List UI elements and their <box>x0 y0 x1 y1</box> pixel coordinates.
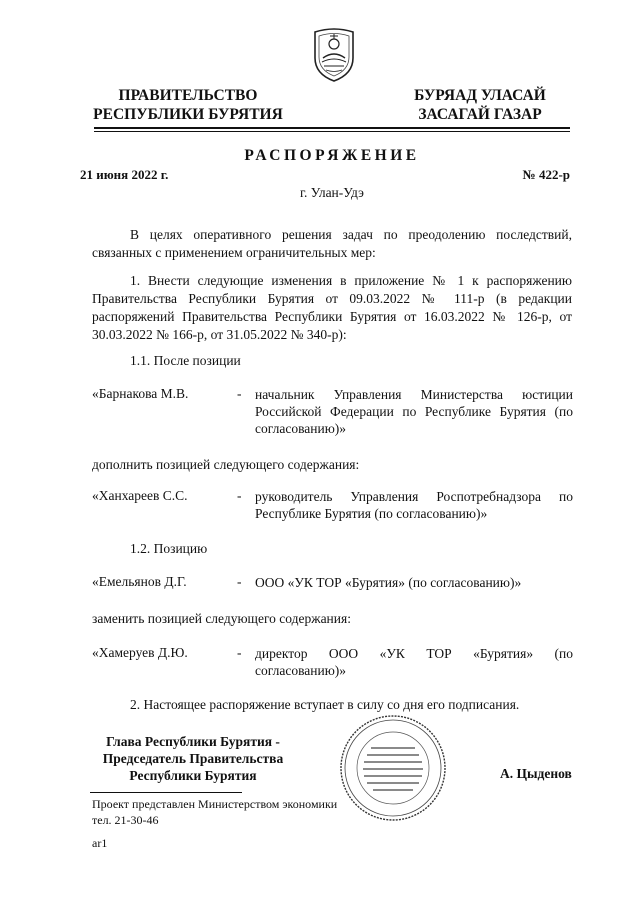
add-paragraph: дополнить позицией следующего содержания: <box>92 457 360 472</box>
signature-title-line3: Республики Бурятия <box>129 768 257 783</box>
signature-title <box>78 733 308 784</box>
position-d-name: «Хамеруев Д.Ю. <box>92 645 188 660</box>
replace-paragraph: заменить позицией следующего содержания: <box>92 611 351 626</box>
footer-divider <box>90 792 242 793</box>
position-b-name: «Ханхареев С.С. <box>92 488 188 503</box>
signature-title-line2: Председатель Правительства <box>102 751 284 766</box>
document-title: РАСПОРЯЖЕНИЕ <box>244 147 420 164</box>
position-a-name: «Барнакова М.В. <box>92 386 189 401</box>
document-date: 21 июня 2022 г. <box>80 167 169 182</box>
position-c-dash: - <box>237 574 242 589</box>
document-number: № 422-р <box>522 167 570 182</box>
header-right <box>400 86 560 124</box>
item-1-1-paragraph: 1.1. После позиции <box>130 353 241 368</box>
coat-of-arms-icon <box>309 24 359 84</box>
header-left-line2: РЕСПУБЛИКИ БУРЯТИЯ <box>93 106 283 123</box>
position-c-name: «Емельянов Д.Г. <box>92 574 187 589</box>
header-divider <box>94 127 570 129</box>
position-b-text: руководитель Управления Роспотребнадзора по Республике Бурятия (по согласованию)» <box>255 489 573 521</box>
position-a-text: начальник Управления Министерства юстиции Российской Федерации по Республике Бурятия (по согласованию)» <box>255 387 573 436</box>
header-divider-thin <box>94 131 570 132</box>
header-left <box>88 86 288 124</box>
document-city: г. Улан-Удэ <box>300 185 364 200</box>
position-d-text: директор ООО «УК ТОР «Бурятия» (по согласованию)» <box>255 646 573 678</box>
header-left-line1: ПРАВИТЕЛЬСТВО <box>118 87 258 104</box>
position-a-dash: - <box>237 386 242 401</box>
position-c-text: ООО «УК ТОР «Бурятия» (по согласованию)» <box>255 575 522 590</box>
footer-phone: тел. 21-30-46 <box>92 813 159 827</box>
item-1-paragraph: 1. Внести следующие изменения в приложение № 1 к распоряжению Правительства Республики Бурятия от 09.03.2022 № 111-р (в редакции распоряжений Правительства Республики Бурятия от 16.03.2022 № 126-р, от 30.03.2022 № 166-р, от 31.05.2022 № 340-р): <box>92 273 572 342</box>
header-right-line2: ЗАСАГАЙ ГАЗАР <box>418 106 542 123</box>
item-2-paragraph: 2. Настоящее распоряжение вступает в силу со дня его подписания. <box>130 697 520 712</box>
item-1-2-paragraph: 1.2. Позицию <box>130 541 208 556</box>
footer-code: ar1 <box>92 836 108 850</box>
footer-author: Проект представлен Министерством экономики <box>92 797 338 811</box>
intro-paragraph: В целях оперативного решения задач по преодолению последствий, связанных с применением ограничительных мер: <box>92 227 572 260</box>
signatory-name: А. Цыденов <box>500 766 572 781</box>
signature-title-line1: Глава Республики Бурятия - <box>106 734 280 749</box>
position-b-dash: - <box>237 488 242 503</box>
position-d-dash: - <box>237 645 242 660</box>
header-right-line1: БУРЯАД УЛАСАЙ <box>414 87 546 104</box>
